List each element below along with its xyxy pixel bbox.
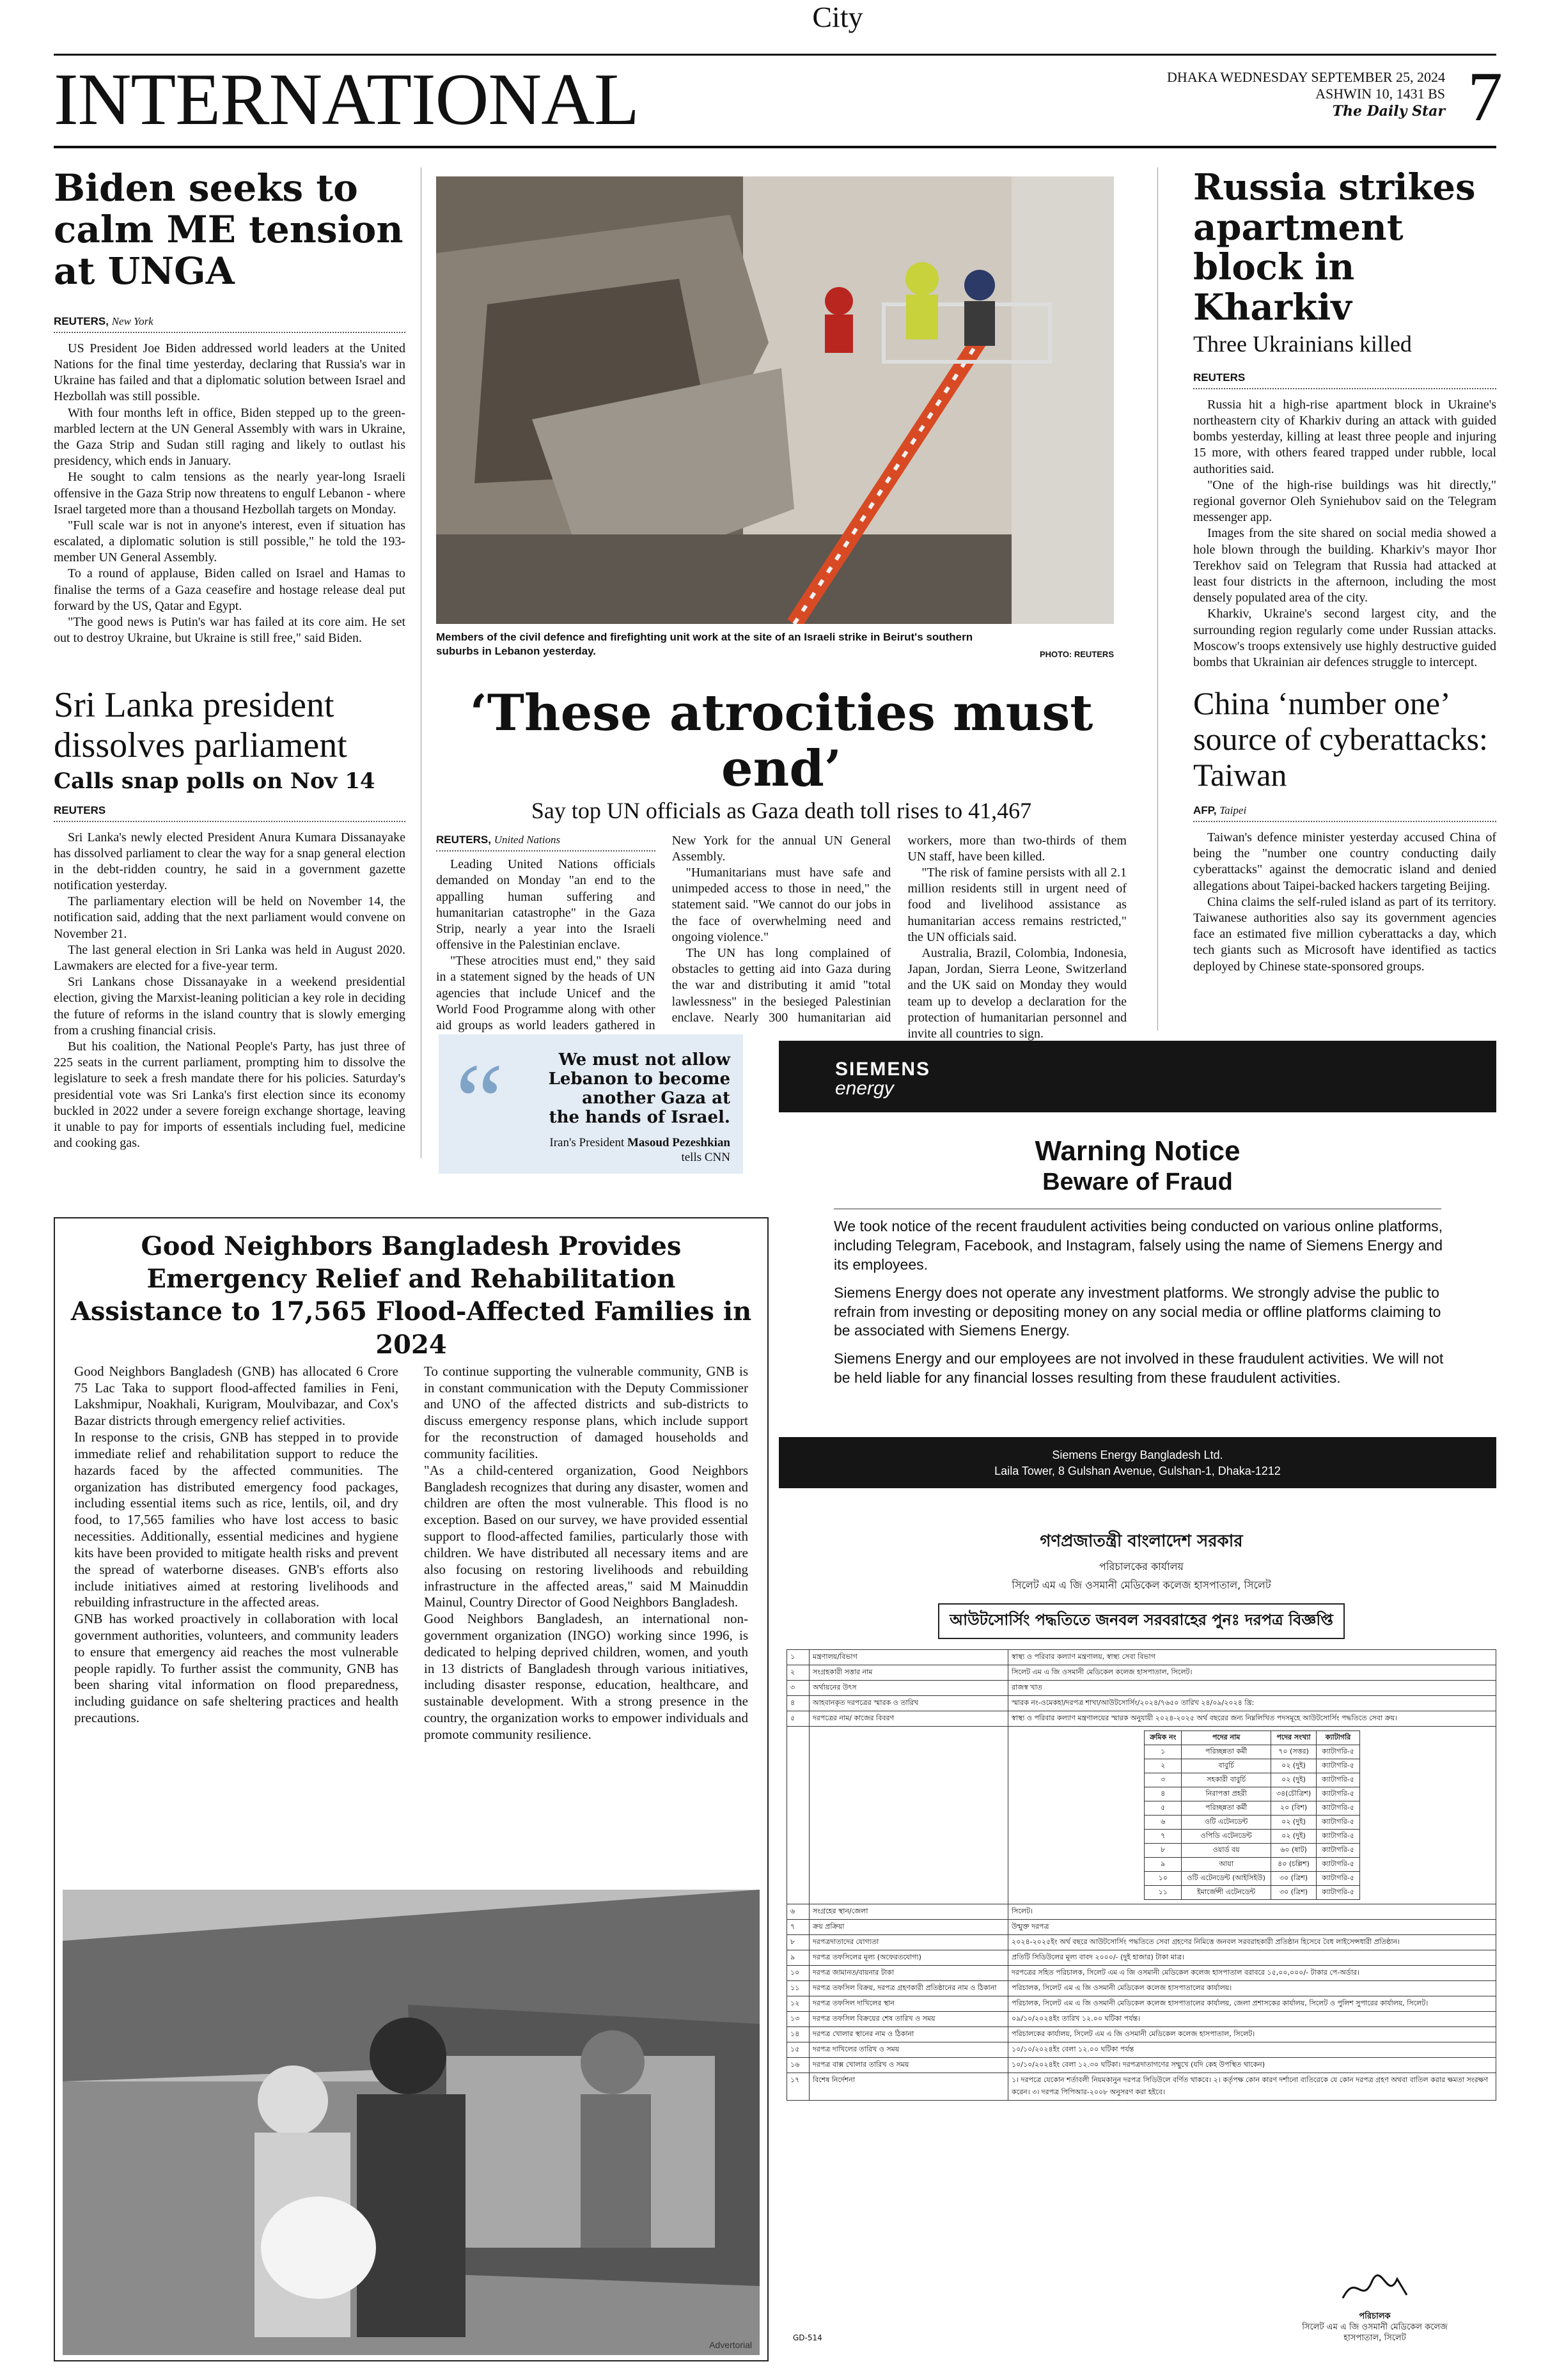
notice-inner-row	[787, 1727, 1496, 1904]
post-table-cell: ৭	[1145, 1830, 1182, 1844]
notice-post-table	[1144, 1731, 1360, 1900]
post-table-cell: ১০	[1145, 1872, 1182, 1886]
post-table-cell: ইমার্জেন্সী এটেনডেন্ট	[1182, 1886, 1271, 1900]
post-table-cell: আয়া	[1182, 1858, 1271, 1872]
notice-row-value: ২০২৪-২০২৫ইং অর্থ বছরে আউটসোর্সিং পদ্ধতিতে সেবা গ্রহণের নিমিত্তে জনবল সরবরাহকারী প্রতিষ্ঠান হিসেবে বৈধ লাইসেন্সধারী প্রতিষ্ঠান।	[1008, 1935, 1496, 1950]
lead-photo-caption: Members of the civil defence and firefighting unit work at the site of an Israeli strike in Beirut's southern suburbs in Lebanon yesterday.	[436, 631, 973, 658]
notice-row-number: ৭	[787, 1920, 810, 1935]
notice-row-label: দরপত্রের নাম/ কাজের বিবরণ	[810, 1711, 1008, 1727]
notice-header-3: সিলেট এম এ জি ওসমানী মেডিকেল কলেজ হাসপাতাল, সিলেট	[1012, 1579, 1271, 1591]
srilanka-body	[54, 830, 405, 1152]
paragraph: "The risk of famine persists with all 2.1 million residents still in urgent need of food and livelihood assistance as humanitarian access remains restricted," the UN officials said.	[907, 866, 1127, 944]
post-table-header: পদের নাম	[1182, 1731, 1271, 1745]
notice-row-value: স্বাস্থ্য ও পরিবার কল্যাণ মন্ত্রণালয়, স্বাস্থ্য সেবা বিভাগ	[1008, 1650, 1496, 1665]
post-table-cell: সহকারী বাবুর্চি	[1182, 1773, 1271, 1787]
notice-row	[787, 2012, 1496, 2027]
notice-row-number: ৩	[787, 1681, 810, 1696]
paragraph: Siemens Energy does not operate any investment platforms. We strongly advise the public to refrain from investing or depositing money on any social media or offline platforms claiming to be associated with Siemens Energy.	[834, 1284, 1441, 1339]
lead-photo-credit: PHOTO: REUTERS	[1039, 649, 1114, 659]
post-table-row	[1145, 1872, 1360, 1886]
signatory-line3: হাসপাতাল, সিলেট	[1343, 2333, 1406, 2343]
notice-row-number: ১	[787, 1650, 810, 1665]
notice-row-label: সংগ্রহের স্থান/জেলা	[810, 1904, 1008, 1920]
gaza-headline: ‘These atrocities must end’	[469, 684, 1093, 798]
paragraph: Kharkiv, Ukraine's second largest city, and the surrounding region regularly come under Russian attacks. Moscow's troops extensively use highly destructive guided bombs that Ukrainian air defences struggle to intercept.	[1193, 607, 1496, 669]
post-table-cell: ৭০ (সত্তর)	[1271, 1745, 1316, 1759]
post-table-cell: ৫	[1145, 1801, 1182, 1816]
notice-row	[787, 1696, 1496, 1711]
section-tab: City	[812, 1, 863, 33]
lead-photo-image	[436, 176, 1114, 624]
notice-row-number: ১১	[787, 1981, 810, 1996]
post-table-cell: ক্যাটাগরি-৫	[1317, 1773, 1360, 1787]
notice-row-label: অর্থায়নের উৎস	[810, 1681, 1008, 1696]
post-table-cell: ০২ (দুই)	[1271, 1773, 1316, 1787]
post-table-row	[1145, 1759, 1360, 1773]
notice-row	[787, 1935, 1496, 1950]
post-table-cell: ক্যাটাগরি-৫	[1317, 1872, 1360, 1886]
siemens-logo	[835, 1060, 930, 1098]
post-table-cell: ০২ (দুই)	[1271, 1759, 1316, 1773]
paragraph: He sought to calm tensions as the nearly year-long Israeli offensive in the Gaza Strip now threatens to engulf Lebanon - where Israel targeted more than a thousand Hezbollah targets on Monday.	[54, 470, 405, 517]
notice-row	[787, 2073, 1496, 2101]
post-table-row	[1145, 1787, 1360, 1801]
post-table-cell: ক্যাটাগরি-৫	[1317, 1830, 1360, 1844]
paragraph: "As a child-centered organization, Good Neighbors Bangladesh recognizes that during any disaster, women and children are often the most vulnerable. This flood is no exception. Based on our survey, we have provided essential support to flood-affected families, particularly those with children. We have distributed all necessary items and are also focusing on restoring livelihoods and rebuilding infrastructure in the affected areas," said M Mainuddin Mainul, Country Director of Good Neighbors Bangladesh.	[424, 1462, 748, 1610]
govt-notice	[787, 1528, 1496, 2359]
masthead-bottom-rule	[54, 146, 1496, 148]
post-table-cell: ১	[1145, 1745, 1182, 1759]
post-table-cell: ১১	[1145, 1886, 1182, 1900]
post-table-cell: ৪০ (চল্লিশ)	[1271, 1858, 1316, 1872]
biden-headline: Biden seeks to calm ME tension at UNGA	[54, 166, 403, 293]
post-table-header: ক্যাটাগরি	[1317, 1731, 1360, 1745]
post-table-row	[1145, 1858, 1360, 1872]
paragraph: To a round of applause, Biden called on Israel and Hamas to finalise the terms of a Gaza ceasefire and hostage release deal put forward by the US, Qatar and Egypt.	[54, 566, 405, 613]
notice-row-label: আহবানকৃত দরপত্রের স্মারক ও তারিখ	[810, 1696, 1008, 1711]
paragraph: China claims the self-ruled island as part of its territory. Taiwanese authorities also say its government agencies face an estimated five million cyberattacks a day, which tech giants such as Microsoft have identified as tactics deployed by Chinese state-sponsored groups.	[1193, 894, 1496, 974]
masthead-top-rule	[54, 54, 1496, 56]
notice-row-label: বিশেষ নির্দেশনা	[810, 2073, 1008, 2101]
post-table-cell: ওপিডি এটেনডেন্ট	[1182, 1830, 1271, 1844]
siemens-body	[834, 1217, 1448, 1388]
siemens-logo-top: SIEMENS	[835, 1059, 931, 1080]
paragraph: Taiwan's defence minister yesterday accused China of being the "number one country conducting daily cyberattacks" against the democratic island and denied allegations about Taipei-backed hackers targeting Beijing.	[1193, 830, 1496, 893]
post-table-cell: ওটি এটেনডেন্ট (আইসিইউ)	[1182, 1872, 1271, 1886]
notice-row	[787, 2042, 1496, 2058]
notice-row-value: দরপত্রের সহিত পরিচালক, সিলেট এম এ জি ওসমানী মেডিকেল কলেজ হাসপাতাল বরাবরে ১৫,০০,০০০/- টাকার পে-অর্ডার।	[1008, 1966, 1496, 1981]
paragraph: With four months left in office, Biden stepped up to the green-marbled lectern at the UN General Assembly with wars in Ukraine, the Gaza Strip and Sudan still raging and likely to outlast his presidency, which ends in January.	[54, 405, 405, 469]
notice-row-value: ১০/১০/২০২৪ইং বেলা ১২.৩০ ঘটিকা। দরপত্রদাতাগণের সম্মুখে (যদি কেহ উপস্থিত থাকেন)	[1008, 2058, 1496, 2073]
notice-row	[787, 1711, 1496, 1727]
notice-title	[787, 1603, 1496, 1639]
notice-row-number: ৯	[787, 1950, 810, 1966]
notice-row-number: ৮	[787, 1935, 810, 1950]
siemens-title: Warning Notice	[1035, 1135, 1241, 1167]
post-table-cell: ক্যাটাগরি-৫	[1317, 1858, 1360, 1872]
siemens-logo-bottom: energy	[835, 1078, 894, 1099]
srilanka-headline: Sri Lanka president dissolves parliament	[54, 685, 347, 765]
siemens-divider	[834, 1208, 1441, 1209]
post-table-cell: বাবুর্চি	[1182, 1759, 1271, 1773]
post-table-row	[1145, 1801, 1360, 1816]
paragraph: Good Neighbors Bangladesh (GNB) has allocated 6 Crore 75 Lac Taka to support flood-affected families in Feni, Lakshmipur, Noakhali, Kurigram, Moulvibazar, and Cox's Bazar districts through emergency relief activities.	[74, 1363, 398, 1429]
paragraph: "These atrocities must end," they said in a statement signed by the heads of UN agencies that include Unicef and the World Food Programme along with other aid groups as world leaders gathered in New York for the annual UN General Assembly.	[436, 833, 891, 1032]
notice-row-value: পরিচালক, সিলেট এম এ জি ওসমানী মেডিকেল কলেজ হাসপাতালের কার্যালয়, জেলা প্রশাসকের কার্যালয়, সিলেট ও পুলিশ সুপারের কার্যালয়, সিলেট।	[1008, 1996, 1496, 2012]
post-table-cell: ৬	[1145, 1816, 1182, 1830]
gnb-photo	[63, 1890, 760, 2355]
lead-photo	[436, 176, 1114, 624]
paragraph: "The good news is Putin's war has failed at its core aim. He set out to destroy Ukraine, but Ukraine is still free," said Biden.	[54, 615, 405, 646]
notice-row	[787, 1950, 1496, 1966]
china-byline	[1193, 804, 1496, 822]
notice-row-value: স্মারক নং-ওমেকহা/দরপত্র শাখা/আউটসোর্সিং/২০২৪/৭৬৫০ তারিখ ২৪/০৯/২০২৪ খ্রি:	[1008, 1696, 1496, 1711]
notice-row-value: সিলেট।	[1008, 1904, 1496, 1920]
notice-row-number: ১৬	[787, 2058, 810, 2073]
gnb-headline: Good Neighbors Bangladesh Provides Emergency Relief and Rehabilitation Assistance to 17,565 Flood-Affected Families in 2024	[70, 1231, 752, 1360]
notice-row-label: দরপত্র খোলার স্থানের নাম ও ঠিকানা	[810, 2027, 1008, 2042]
china-body	[1193, 830, 1496, 975]
russia-headline: Russia strikes apartment block in Kharkiv	[1193, 166, 1476, 329]
russia-subhead: Three Ukrainians killed	[1193, 331, 1412, 357]
paragraph: "Full scale war is not in anyone's interest, even if situation has escalated, a diplomatic solution is still possible," he told the 193-member UN General Assembly.	[54, 518, 405, 565]
post-table-cell: ০২ (দুই)	[1271, 1830, 1316, 1844]
dateline-date: DHAKA WEDNESDAY SEPTEMBER 25, 2024	[1167, 69, 1445, 85]
post-table-cell: ওয়ার্ড বয়	[1182, 1844, 1271, 1858]
paragraph: Images from the site shared on social media showed a hole blown through the building. Kharkiv's mayor Ihor Terekhov said on Telegram that Russia had attacked at least four districts in the afternoon, including the most densely populated area of the city.	[1193, 526, 1496, 605]
paragraph: GNB has worked proactively in collaboration with local government authorities, volunteers, and community leaders to ensure that emergency aid reaches the most vulnerable people rapidly. To further assist the community, GNB has been sharing vital information on flood preparedness, including guidance on safe sheltering practices and health precautions.	[74, 1611, 398, 1726]
notice-row-label: দরপত্র তফসিল বিক্রয়, দরপত্র গ্রহণকারী প্রতিষ্ঠানের নাম ও ঠিকানা	[810, 1981, 1008, 1996]
notice-signature	[1279, 2269, 1471, 2344]
post-table-row	[1145, 1886, 1360, 1900]
siemens-footer-company: Siemens Energy Bangladesh Ltd.	[1052, 1449, 1223, 1461]
notice-row-value: পরিচালক, সিলেট এম এ জি ওসমানী মেডিকেল কলেজ হাসপাতালের কার্যালয়।	[1008, 1981, 1496, 1996]
post-table-cell: ৩০ (ত্রিশ)	[1271, 1872, 1316, 1886]
post-table-cell: ৯	[1145, 1858, 1182, 1872]
notice-row-number: ১২	[787, 1996, 810, 2012]
siemens-subtitle: Beware of Fraud	[1042, 1169, 1233, 1195]
post-table-cell: ৬০ (ষাট)	[1271, 1844, 1316, 1858]
notice-row	[787, 1665, 1496, 1681]
quote-mark-icon: “	[455, 1041, 504, 1162]
post-table-cell: ক্যাটাগরি-৫	[1317, 1801, 1360, 1816]
post-table-row	[1145, 1844, 1360, 1858]
byline-agency: REUTERS,	[54, 315, 109, 327]
gnb-advertorial	[54, 1217, 769, 2361]
post-table-cell: ৩৪(চৌত্রিশ)	[1271, 1787, 1316, 1801]
notice-row	[787, 2027, 1496, 2042]
post-table-cell: ২০ (বিশ)	[1271, 1801, 1316, 1816]
post-table-cell: ০২ (দুই)	[1271, 1816, 1316, 1830]
paragraph: The UN has long complained of obstacles to getting aid into Gaza during the war and distributing it amid "total lawlessness" in the besieged Palestinian enclave. Nearly 300 humanitarian aid workers, more than two-thirds of them UN staff, have been killed.	[671, 833, 1127, 1025]
notice-row-value: স্বাস্থ্য ও পরিবার কল্যাণ মন্ত্রণালয়ের স্মারক অনুযায়ী ২০২৪-২০২৫ অর্থ বছরের জন্য নিম্নলিখিত পদসমূহে আউটসোর্সিং পদ্ধতিতে সেবা ক্রয়।	[1008, 1711, 1496, 1727]
notice-row	[787, 2058, 1496, 2073]
attribution-post: tells CNN	[681, 1151, 730, 1165]
post-table-cell: ক্যাটাগরি-৫	[1317, 1844, 1360, 1858]
paragraph: The parliamentary election will be held on November 14, the notification said, adding that the next parliament would convene on November 21.	[54, 894, 405, 941]
paragraph: Russia hit a high-rise apartment block in Ukraine's northeastern city of Kharkiv during an attack with guided bombs yesterday, killing at least three people and injuring 15 more, with others feared trapped under rubble, local authorities said.	[1193, 397, 1496, 476]
notice-row-label: দরপত্র তফসিলের মূল্য (অফেরতযোগ্য)	[810, 1950, 1008, 1966]
gaza-byline	[436, 833, 655, 852]
quote-content	[547, 1051, 730, 1165]
china-headline: China ‘number one’ source of cyberattacks: Taiwan	[1193, 685, 1488, 793]
gnb-body	[74, 1364, 748, 1926]
dateline	[1061, 69, 1445, 120]
paragraph: But his coalition, the National People's Party, has just three of 225 seats in the current parliament, prompting him to dissolve the legislature to seek a fresh mandate there for his policies. Saturday's presidential vote was Sri Lanka's first election since its economy buckled in 2022 under a severe foreign exchange shortage, leaving it unable to pay for imports of essentials including fuel, medicine and cooking gas.	[54, 1039, 405, 1151]
quote-text: We must not allow Lebanon to become another Gaza at the hands of Israel.	[548, 1050, 730, 1127]
notice-header-2: পরিচালকের কার্যালয়	[1099, 1560, 1184, 1573]
gd-number: GD-514	[793, 2333, 822, 2342]
paragraph: "Humanitarians must have safe and unimpeded access to those in need," the statement said. "We cannot do our jobs in the face of overwhelming need and ongoing violence."	[671, 866, 891, 944]
byline-agency: REUTERS,	[436, 833, 491, 846]
notice-row-label: দরপত্র তফসিল বিক্রয়ের শেষ তারিখ ও সময়	[810, 2012, 1008, 2027]
gnb-photo-label: Advertorial	[709, 2340, 752, 2350]
biden-article	[54, 167, 405, 646]
paragraph: The last general election in Sri Lanka was held in August 2020. Lawmakers are elected for a five-year term.	[54, 942, 405, 974]
notice-row-label: দরপত্র তফসিল দাখিলের স্থান	[810, 1996, 1008, 2012]
post-table-cell: ৩০ (ত্রিশ)	[1271, 1886, 1316, 1900]
notice-row	[787, 1904, 1496, 1920]
gaza-subhead: Say top UN officials as Gaza death toll rises to 41,467	[531, 797, 1032, 823]
notice-row-value: উন্মুক্ত দরপত্র	[1008, 1920, 1496, 1935]
srilanka-byline: REUTERS	[54, 804, 405, 822]
paragraph: Siemens Energy and our employees are not involved in these fraudulent activities. We will not be held liable for any financial losses resulting from these fraudulent activities.	[834, 1350, 1444, 1387]
post-table-cell: ৪	[1145, 1787, 1182, 1801]
post-table-cell: পরিচ্ছন্নতা কর্মী	[1182, 1801, 1271, 1816]
post-table-row	[1145, 1830, 1360, 1844]
post-table-row	[1145, 1816, 1360, 1830]
notice-inner-cell	[1008, 1727, 1496, 1904]
dateline-bangla: ASHWIN 10, 1431 BS	[1315, 86, 1445, 102]
signatory-line2: সিলেট এম এ জি ওসমানী মেডিকেল কলেজ	[1302, 2322, 1448, 2332]
notice-row-number: ১৪	[787, 2027, 810, 2042]
post-table-header: পদের সংখ্যা	[1271, 1731, 1316, 1745]
notice-row	[787, 1681, 1496, 1696]
notice-row-value: ০৯/১০/২০২৪ইং তারিখ ১২.০০ ঘটিকা পর্যন্ত।	[1008, 2012, 1496, 2027]
notice-row-label: সংগ্রহকারী সত্তার নাম	[810, 1665, 1008, 1681]
biden-byline	[54, 315, 405, 333]
byline-place: United Nations	[494, 833, 561, 846]
attribution-pre: Iran's President	[549, 1135, 625, 1149]
post-table-cell: ক্যাটাগরি-৫	[1317, 1759, 1360, 1773]
notice-row	[787, 1996, 1496, 2012]
paragraph: "One of the high-rise buildings was hit directly," regional governor Oleh Syniehubov said on the Telegram messenger app.	[1193, 478, 1496, 525]
paragraph: US President Joe Biden addressed world leaders at the United Nations for the final time yesterday, declaring that Russia's war in Ukraine has failed and that a diplomatic solution between Israel and Hezbollah was still possible.	[54, 341, 405, 404]
column-rule	[1157, 167, 1158, 1031]
notice-row-value: পরিচালকের কার্যালয়, সিলেট এম এ জি ওসমানী মেডিকেল কলেজ হাসপাতাল, সিলেট।	[1008, 2027, 1496, 2042]
notice-row-label: দরপত্র জামানত/বায়নার টাকা	[810, 1966, 1008, 1981]
notice-row-number: ৬	[787, 1904, 810, 1920]
paragraph: Sri Lankans chose Dissanayake in a weekend presidential election, giving the Marxist-leaning politician a key role in deciding the future of reforms in the island country that is slowly emerging from a crushing financial crisis.	[54, 975, 405, 1038]
siemens-footer	[779, 1437, 1496, 1488]
signature-icon	[1336, 2269, 1413, 2308]
notice-row-number: ২	[787, 1665, 810, 1681]
notice-row-value: ১। দরপত্রে যেকোন শর্তাবলী নিয়মকানুন দরপত্র সিডিউলে বর্ণিত থাকবে। ২। কর্তৃপক্ষ কোন কারণ দর্শানো ব্যতিরেকে যে কোন দরপত্র গ্রহণ অথবা বাতিল করার ক্ষমতা সংরক্ষণ করেন। ৩। দরপত্র পিপিআর-২০০৮ অনুসরণ করা হইবে।	[1008, 2073, 1496, 2101]
notice-row	[787, 1981, 1496, 1996]
russia-byline: REUTERS	[1193, 371, 1496, 389]
paragraph: We took notice of the recent fraudulent activities being conducted on various online platforms, including Telegram, Facebook, and Instagram, falsely using the name of Siemens Energy and its employees.	[834, 1218, 1443, 1273]
quote-box	[439, 1034, 743, 1174]
paragraph: Australia, Brazil, Colombia, Indonesia, Japan, Jordan, Sierra Leone, Switzerland and the UK said on Monday they would team up to develop a declaration for the protection of humanitarian personnel and invite all countries to sign.	[907, 946, 1127, 1041]
byline-agency: AFP,	[1193, 804, 1217, 816]
paragraph: Good Neighbors Bangladesh, an international non-government organization (INGO) working since 1996, is dedicated to helping deprived children, women, and youth in 13 districts of Bangladesh through various initiatives, including disaster response, education, healthcare, and sustainable development. With a strong presence in the country, the organization works to empower individuals and promote community resilience.	[424, 1611, 748, 1742]
notice-row-value: ১০/১০/২০২৪ইং বেলা ১২.০০ ঘটিকা পর্যন্ত	[1008, 2042, 1496, 2058]
post-table-cell: পরিচ্ছন্নতা কর্মী	[1182, 1745, 1271, 1759]
notice-row-number: ১৩	[787, 2012, 810, 2027]
china-article	[1193, 685, 1496, 975]
siemens-ad	[779, 1041, 1496, 1501]
page-number: 7	[1468, 58, 1503, 136]
post-table-cell: ওটি এটেনডেন্ট	[1182, 1816, 1271, 1830]
notice-row-number: ১০	[787, 1966, 810, 1981]
attribution-name: Masoud Pezeshkian	[627, 1135, 730, 1149]
biden-body	[54, 341, 405, 647]
post-table-cell: ৮	[1145, 1844, 1182, 1858]
notice-table	[787, 1649, 1496, 2101]
post-table-cell: ক্যাটাগরি-৫	[1317, 1787, 1360, 1801]
notice-row	[787, 1966, 1496, 1981]
paper-logo: The Daily Star	[1332, 102, 1445, 120]
notice-row-label: ক্রয় প্রক্রিয়া	[810, 1920, 1008, 1935]
section-title: INTERNATIONAL	[54, 59, 639, 141]
notice-row-number: ১৭	[787, 2073, 810, 2101]
notice-row-label: দরপত্রদাতাদের যোগ্যতা	[810, 1935, 1008, 1950]
quote-attribution	[547, 1135, 730, 1166]
notice-row-label: দরপত্র বাক্স খোলার তারিখ ও সময়	[810, 2058, 1008, 2073]
notice-row-label: দরপত্র দাখিলের তারিখ ও সময়	[810, 2042, 1008, 2058]
russia-body	[1193, 397, 1496, 671]
srilanka-subhead: Calls snap polls on Nov 14	[54, 768, 375, 795]
gaza-body	[436, 833, 1127, 1063]
notice-row-value: সিলেট এম এ জি ওসমানী মেডিকেল কলেজ হাসপাতাল, সিলেট।	[1008, 1665, 1496, 1681]
notice-row-label: মন্ত্রণালয়/বিভাগ	[810, 1650, 1008, 1665]
paragraph: To continue supporting the vulnerable community, GNB is in constant communication with the Deputy Commissioner and UNO of the affected districts and sub-districts to discuss emergency response plans, which include support for the reconstruction of damaged households and community facilities.	[424, 1363, 748, 1461]
post-table-row	[1145, 1773, 1360, 1787]
notice-title-text: আউটসোর্সিং পদ্ধতিতে জনবল সরবরাহের পুনঃ দরপত্র বিজ্ঞপ্তি	[938, 1603, 1345, 1639]
post-table-cell: ক্যাটাগরি-৫	[1317, 1816, 1360, 1830]
paragraph: In response to the crisis, GNB has stepped in to provide immediate relief and rehabilitation support to reduce the hazards faced by the affected communities. The organization has distributed emergency food packages, including essential items such as rice, lentils, oil, and dry food, to 17,565 families who have lost access to basic necessities. Additionally, essential medicines and hygiene kits have been provided to mitigate health risks and prevent the spread of waterborne diseases. GNB's efforts also include initiatives aimed at restoring livelihoods and rebuilding infrastructure in the affected areas.	[74, 1429, 398, 1610]
notice-row	[787, 1920, 1496, 1935]
post-table-row	[1145, 1745, 1360, 1759]
byline-place: New York	[111, 315, 153, 327]
byline-place: Taipei	[1219, 804, 1247, 816]
notice-header-1: গণপ্রজাতন্ত্রী বাংলাদেশ সরকার	[1040, 1532, 1243, 1551]
post-table-cell: ৩	[1145, 1773, 1182, 1787]
srilanka-article	[54, 685, 405, 1151]
notice-row-value: প্রতিটি সিডিউলের মূল্য বাবদ ২০০০/- (দুই হাজার) টাকা মাত্র।	[1008, 1950, 1496, 1966]
notice-row-number: ১৫	[787, 2042, 810, 2058]
post-table-cell: ২	[1145, 1759, 1182, 1773]
post-table-cell: ক্যাটাগরি-৫	[1317, 1745, 1360, 1759]
notice-row-number: ৪	[787, 1696, 810, 1711]
post-table-cell: ক্যাটাগরি-৫	[1317, 1886, 1360, 1900]
siemens-footer-address: Laila Tower, 8 Gulshan Avenue, Gulshan-1, Dhaka-1212	[994, 1465, 1281, 1478]
notice-row-value: রাজস্ব খাত	[1008, 1681, 1496, 1696]
notice-row-number: ৫	[787, 1711, 810, 1727]
russia-article	[1193, 167, 1496, 671]
paragraph: Leading United Nations officials demanded on Monday "an end to the appalling human suffering and humanitarian catastrophe" in the Gaza Strip, nearly a year into the Israeli offensive in the Palestinian enclave.	[436, 857, 655, 953]
paragraph: Sri Lanka's newly elected President Anura Kumara Dissanayake has dissolved parliament to clear the way for a snap general election in the debt-ridden country, he said in a government gazette notification yesterday.	[54, 830, 405, 893]
post-table-header: ক্রমিক নং	[1145, 1731, 1182, 1745]
gaza-article	[436, 685, 1127, 1063]
gnb-photo-image	[63, 1890, 760, 2355]
post-table-cell: নিরাপত্তা প্রহরী	[1182, 1787, 1271, 1801]
signatory-title: পরিচালক	[1359, 2311, 1391, 2321]
notice-row	[787, 1650, 1496, 1665]
